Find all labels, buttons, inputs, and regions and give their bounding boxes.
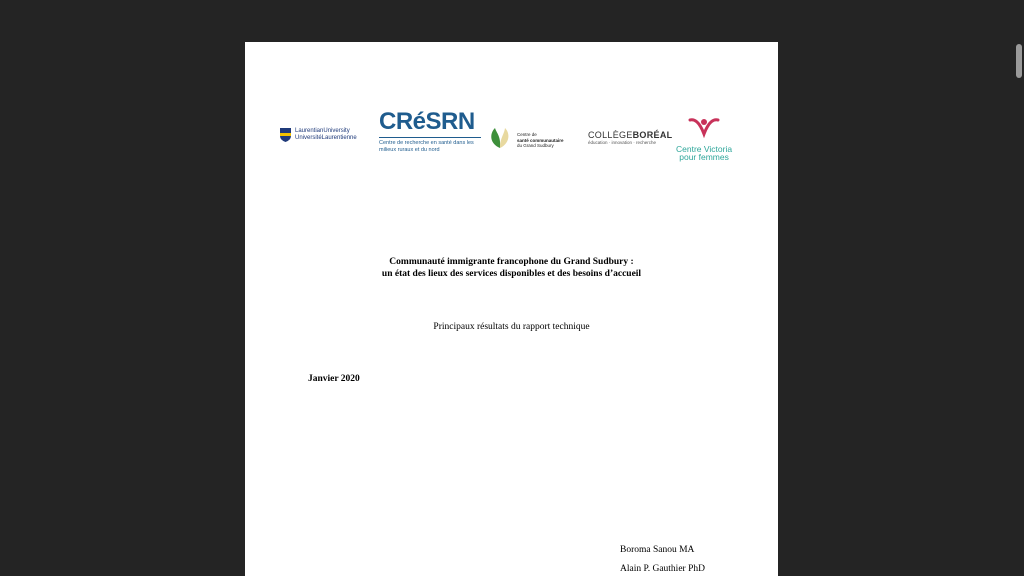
document-subtitle: Principaux résultats du rapport technique — [433, 322, 590, 332]
csc-line1: Centre de — [517, 132, 537, 138]
leaf-icon — [487, 126, 513, 155]
cresrn-mark: CRéSRN — [379, 108, 475, 135]
author-1: Boroma Sanou MA — [620, 545, 695, 555]
laurentian-university-logo — [280, 128, 357, 142]
boreal-name-part2: BORÉAL — [632, 130, 673, 140]
csc-line3: du Grand Sudbury — [517, 143, 554, 149]
laurentian-shield-icon — [280, 128, 291, 142]
victoria-line1: Centre Victoria — [676, 144, 733, 154]
victoria-line2: pour femmes — [679, 152, 729, 162]
college-boreal-logo — [588, 130, 672, 146]
scrollbar-thumb[interactable] — [1016, 44, 1022, 78]
author-2: Alain P. Gauthier PhD — [620, 564, 705, 574]
boreal-name-part1: COLLÈGE — [588, 130, 633, 140]
cresrn-logo — [379, 110, 481, 154]
csc-grand-sudbury-logo — [487, 126, 564, 155]
csc-line2: santé communautaire — [517, 137, 564, 143]
heart-figure-icon — [686, 116, 722, 145]
laurentian-line2: UniversitéLaurentienne — [295, 135, 357, 141]
document-title — [245, 256, 778, 280]
authors-block — [620, 541, 705, 576]
boreal-tagline: éducation · innovation · recherche — [588, 140, 657, 145]
title-line2: un état des lieux des services disponibles et des besoins d’accueil — [381, 269, 642, 279]
title-line1: Communauté immigrante francophone du Grand Sudbury : — [389, 257, 634, 267]
centre-victoria-logo — [676, 116, 732, 161]
document-page — [245, 42, 778, 576]
laurentian-line1: LaurentianUniversity — [295, 128, 350, 134]
cresrn-subtitle: Centre de recherche en santé dans les milieux ruraux et du nord — [379, 137, 481, 154]
document-date: Janvier 2020 — [308, 374, 360, 384]
